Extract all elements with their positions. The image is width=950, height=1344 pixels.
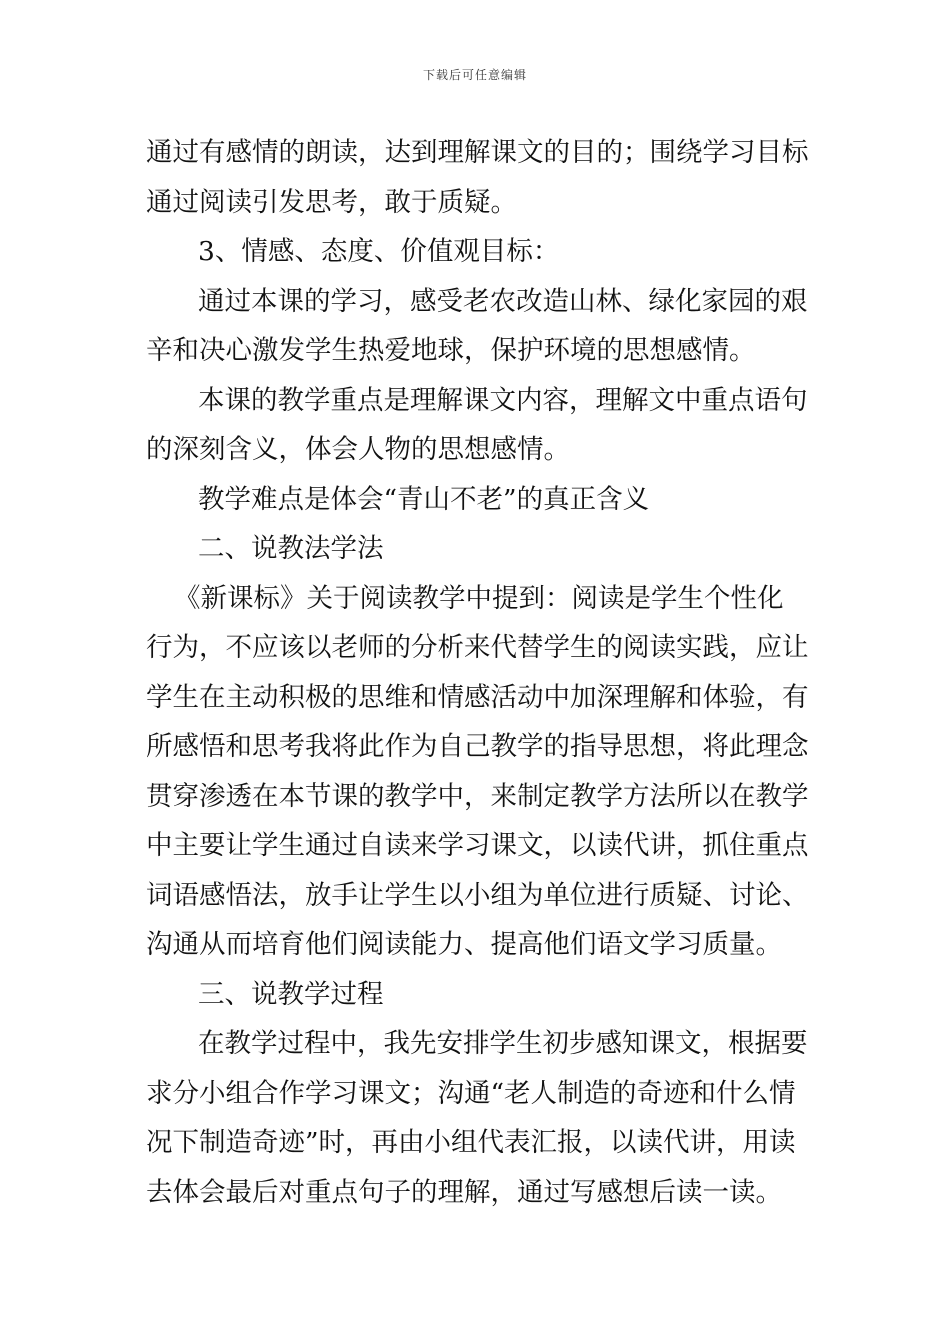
text-line: 学生在主动积极的思维和情感活动中加深理解和体验，有 <box>146 681 809 713</box>
text-line: 教学难点是体会“青山不老”的真正含义 <box>198 483 650 515</box>
text-line: 求分小组合作学习课文；沟通“老人制造的奇迹和什么情 <box>146 1077 796 1109</box>
text-line: 贯穿渗透在本节课的教学中，来制定教学方法所以在教学 <box>146 780 809 812</box>
text-line: 去体会最后对重点句子的理解，通过写感想后读一读。 <box>146 1176 782 1208</box>
text-line: 《新课标》关于阅读教学中提到：阅读是学生个性化 <box>174 582 784 614</box>
text-line: 通过有感情的朗读，达到理解课文的目的；围绕学习目标 <box>146 137 809 168</box>
text-line: 通过阅读引发思考，敢于质疑。 <box>146 186 517 218</box>
text-line: 况下制造奇迹”时，再由小组代表汇报，以读代讲，用读 <box>146 1127 796 1158</box>
text-line: 辛和决心激发学生热爱地球，保护环境的思想感情。 <box>146 335 756 366</box>
section-heading: 三、说教学过程 <box>198 978 384 1010</box>
text-line: 的深刻含义，体会人物的思想感情。 <box>146 434 570 465</box>
text-line: 行为，不应该以老师的分析来代替学生的阅读实践，应让 <box>146 632 809 663</box>
page-header: 下载后可任意编辑 <box>422 68 527 82</box>
text-line: 词语感悟法，放手让学生以小组为单位进行质疑、讨论、 <box>146 879 809 911</box>
text-line: 通过本课的学习，感受老农改造山林、绿化家园的艰 <box>198 285 808 317</box>
document-body <box>146 128 808 1217</box>
text-line: 在教学过程中，我先安排学生初步感知课文，根据要 <box>198 1028 808 1059</box>
section-heading: 3、情感、态度、价值观目标： <box>198 236 560 267</box>
text-line: 中主要让学生通过自读来学习课文，以读代讲，抓住重点 <box>146 830 809 861</box>
text-line: 本课的教学重点是理解课文内容，理解文中重点语句 <box>198 384 808 416</box>
text-line: 所感悟和思考我将此作为自己教学的指导思想，将此理念 <box>146 731 809 762</box>
section-heading: 二、说教法学法 <box>198 533 384 564</box>
text-line: 沟通从而培育他们阅读能力、提高他们语文学习质量。 <box>146 929 782 960</box>
